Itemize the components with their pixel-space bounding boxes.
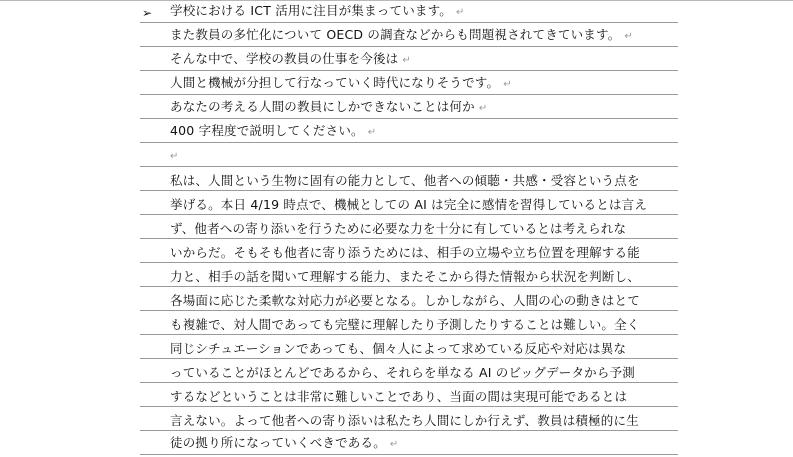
intro-line-1 — [140, 0, 678, 23]
intro-line-5 — [140, 96, 678, 119]
paragraph-mark-icon: ↵ — [367, 127, 377, 138]
answer-text-8: 同じシチュエーションであっても、個々人によって求めている反応や対応は異な — [170, 341, 627, 356]
paragraph-mark-icon: ↵ — [624, 31, 633, 42]
answer-text-6: 各場面に応じた柔軟な対応力が必要となる。しかしながら、人間の心の動きはとて — [170, 293, 640, 308]
intro-line-4 — [140, 72, 678, 95]
answer-text-5: 力と、相手の話を聞いて理解する能力、またそこから得た情報から状況を判断し、 — [170, 269, 640, 284]
answer-text-9: っていることがほとんどであるから、それらを単なる AI のビッグデータから予測 — [170, 365, 635, 380]
answer-line-8 — [140, 336, 678, 359]
answer-line-9 — [140, 360, 678, 383]
answer-text-4: いからだ。そもそも他者に寄り添うためには、相手の立場や立ち位置を理解する能 — [170, 245, 640, 260]
intro-text-4: 人間と機械が分担して行なっていく時代になりそうです。 — [170, 75, 500, 90]
answer-line-12 — [140, 432, 678, 455]
answer-line-10 — [140, 384, 678, 407]
intro-line-3 — [140, 48, 678, 71]
answer-line-3 — [140, 216, 678, 239]
intro-text-1: 学校における ICT 活用に注目が集まっています。 — [170, 3, 452, 18]
paragraph-mark-icon: ↵ — [389, 439, 399, 450]
intro-text-3: そんな中で、学校の教員の仕事を今後は — [170, 51, 399, 66]
intro-text-2: また教員の多忙化について OECD の調査などからも問題視されてきています。 — [170, 27, 621, 42]
intro-text-5: あなたの考える人間の教員にしかできないことは何か — [170, 99, 475, 114]
answer-line-2 — [140, 192, 678, 215]
answer-text-3: ず、他者への寄り添いを行うために必要な力を十分に有しているとは考えられな — [170, 221, 627, 236]
answer-line-5 — [140, 264, 678, 287]
answer-text-2: 挙げる。本日 4/19 時点で、機械としての AI は完全に感情を習得しているとは言え — [170, 197, 648, 212]
answer-line-1 — [140, 168, 678, 191]
paragraph-mark-icon: ↵ — [478, 103, 488, 114]
answer-text-1: 私は、人間という生物に固有の能力として、他者への傾聴・共感・受容という点を — [170, 173, 640, 188]
answer-line-11 — [140, 408, 678, 431]
paragraph-mark-icon: ↵ — [170, 151, 179, 162]
empty-line — [140, 144, 678, 167]
answer-line-4 — [140, 240, 678, 263]
bullet-arrow-icon: ➢ — [142, 6, 153, 20]
answer-text-10: するなどということは非常に難しいことであり、当面の間は実現可能であるとは — [170, 389, 628, 404]
answer-line-7 — [140, 312, 678, 335]
answer-text-12: 徒の拠り所になっていくべきである。 — [170, 435, 386, 450]
answer-text-7: も複雑で、対人間であっても完璧に理解したり予測したりすることは難しい。全く — [170, 317, 640, 332]
paragraph-mark-icon: ↵ — [402, 55, 411, 66]
intro-line-6 — [140, 120, 678, 143]
intro-line-2 — [140, 24, 678, 47]
paragraph-mark-icon: ↵ — [503, 79, 512, 90]
paragraph-mark-icon: ↵ — [456, 7, 465, 18]
answer-line-6 — [140, 288, 678, 311]
answer-text-11: 言えない。よって他者への寄り添いは私たち人間にしか行えず、教員は積極的に生 — [170, 413, 639, 428]
intro-text-6: 400 字程度で説明してください。 — [170, 123, 364, 138]
